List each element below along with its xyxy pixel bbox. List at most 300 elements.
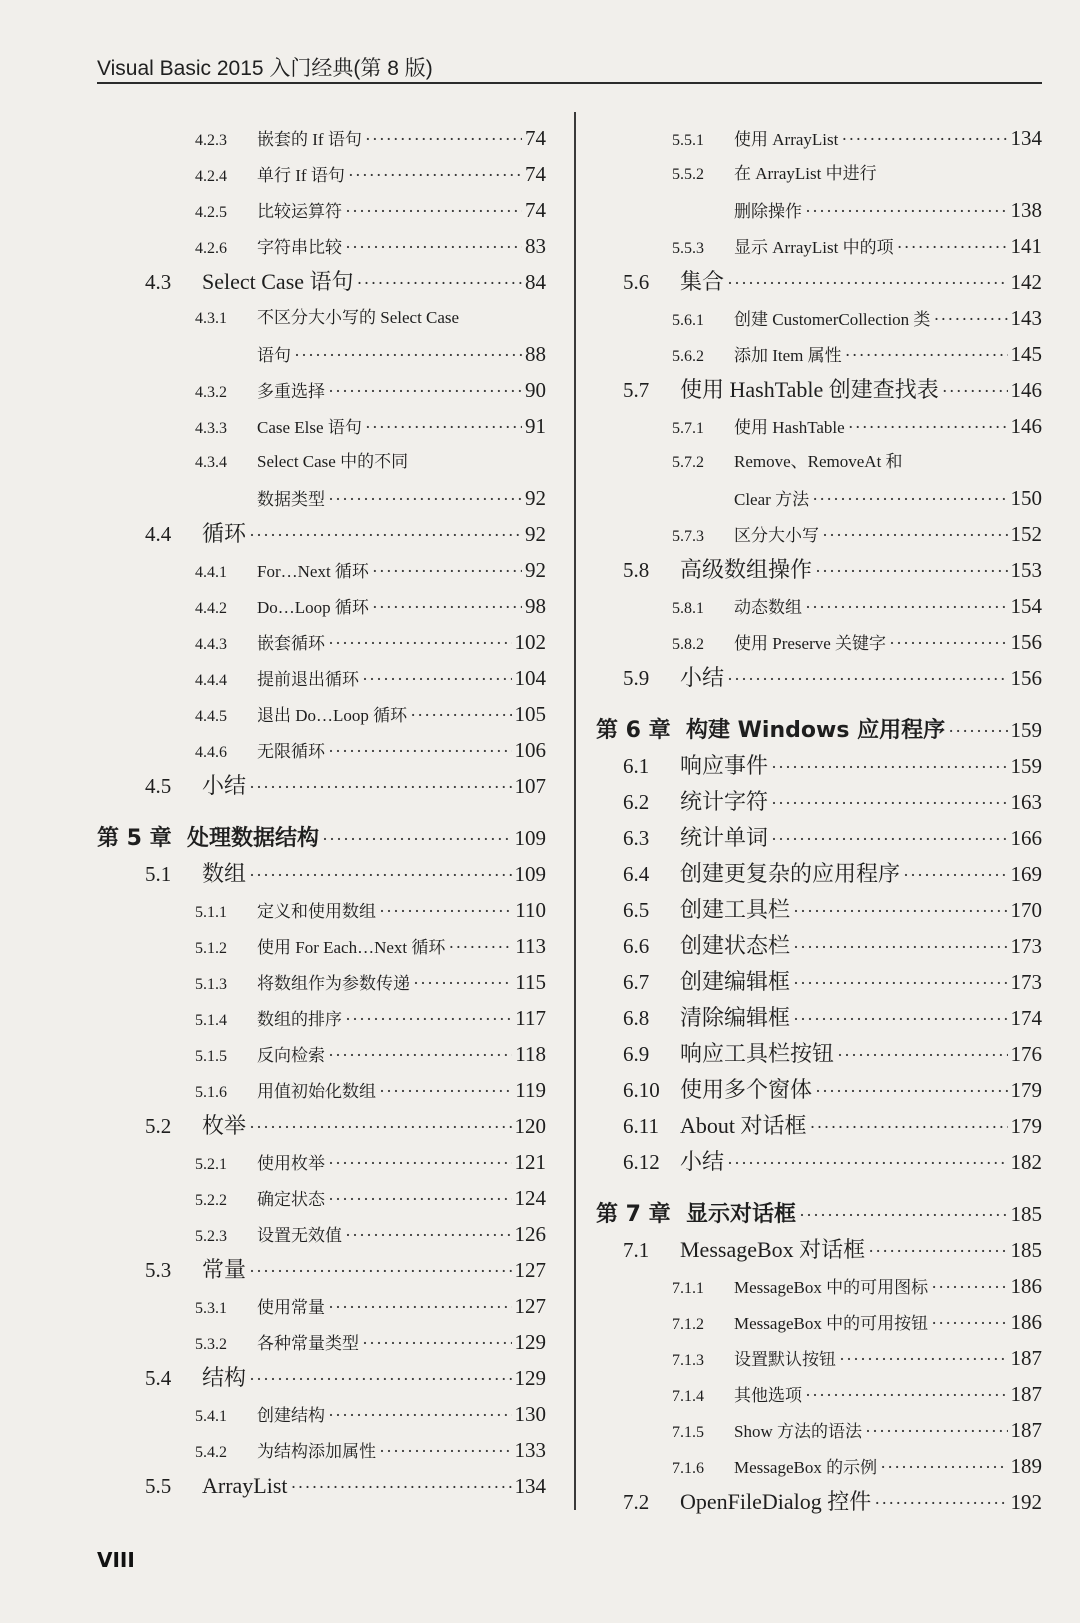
toc-section-title: 使用多个窗体 xyxy=(680,1077,813,1102)
dot-leader xyxy=(865,1413,1008,1449)
toc-section-title: 循环 xyxy=(202,521,247,546)
toc-section-number: 5.4 xyxy=(145,1366,172,1390)
toc-section-title: 在 ArrayList 中进行 xyxy=(734,164,877,183)
toc-section-number: 5.3.1 xyxy=(195,1300,227,1317)
toc-entry xyxy=(97,1072,546,1108)
dot-leader xyxy=(379,893,512,929)
toc-page-number: 92 xyxy=(525,486,546,510)
toc-page-number: 107 xyxy=(514,774,546,798)
toc-page-number: 145 xyxy=(1010,342,1042,366)
toc-section-number: 5.2.3 xyxy=(195,1228,227,1245)
dot-leader xyxy=(815,553,1007,589)
toc-section-title: 设置默认按钮 xyxy=(734,1350,836,1369)
dot-leader xyxy=(291,1469,512,1505)
toc-section-number: 5.8.1 xyxy=(672,600,704,617)
toc-section-title: 为结构添加属性 xyxy=(257,1442,376,1461)
toc-entry xyxy=(97,1252,546,1288)
toc-section-title: 设置无效值 xyxy=(257,1226,342,1245)
toc-entry xyxy=(596,856,1042,892)
toc-entry xyxy=(97,1216,546,1252)
toc-entry xyxy=(596,1448,1042,1484)
toc-section-number: 6.10 xyxy=(623,1078,660,1102)
toc-section-number: 5.6.1 xyxy=(672,312,704,329)
dot-leader xyxy=(372,589,522,625)
toc-page-number: 119 xyxy=(515,1078,546,1102)
dot-leader xyxy=(362,1325,512,1361)
dot-leader xyxy=(841,121,1007,157)
toc-entry xyxy=(596,1232,1042,1268)
dot-leader xyxy=(413,965,512,1001)
toc-section-number: 5.3 xyxy=(145,1258,172,1282)
toc-page-number: 143 xyxy=(1010,306,1042,330)
toc-section-number: 5.3.2 xyxy=(195,1336,227,1353)
toc-page-number: 133 xyxy=(514,1438,546,1462)
toc-section-title: MessageBox 中的可用按钮 xyxy=(734,1314,929,1333)
toc-section-number: 7.1.1 xyxy=(672,1280,704,1297)
toc-section-title: 删除操作 xyxy=(734,202,802,221)
toc-section-number: 5.6 xyxy=(623,270,650,294)
dot-leader xyxy=(889,625,1007,661)
toc-page-number: 186 xyxy=(1010,1310,1042,1334)
toc-section-number: 5.7.2 xyxy=(672,454,704,471)
dot-leader xyxy=(903,857,1007,893)
toc-section-title: 使用 HashTable xyxy=(734,418,845,437)
toc-page-number: 146 xyxy=(1010,378,1042,402)
toc-page-number: 185 xyxy=(1010,1238,1042,1262)
toc-section-number: 7.1.6 xyxy=(672,1460,704,1477)
toc-section-number: 第 5 章 xyxy=(97,826,172,851)
toc-section-title: 使用枚举 xyxy=(257,1154,325,1173)
dot-leader xyxy=(727,661,1007,697)
dot-leader xyxy=(345,1001,512,1037)
toc-section-number: 4.2.3 xyxy=(195,132,227,149)
toc-section-title: 数组 xyxy=(202,861,247,886)
dot-leader xyxy=(771,785,1007,821)
toc-page-number: 118 xyxy=(515,1042,546,1066)
toc-page-number: 91 xyxy=(525,414,546,438)
dot-leader xyxy=(294,337,522,373)
dot-leader xyxy=(874,1485,1007,1521)
toc-entry xyxy=(596,784,1042,820)
toc-section-title: 创建状态栏 xyxy=(680,933,791,958)
toc-section-title: 区分大小写 xyxy=(734,526,819,545)
toc-section-title: 显示对话框 xyxy=(686,1202,797,1227)
toc-section-title: 处理数据结构 xyxy=(187,826,320,851)
toc-page-number: 83 xyxy=(525,234,546,258)
dot-leader xyxy=(793,1001,1007,1037)
toc-section-title: 显示 ArrayList 中的项 xyxy=(734,238,894,257)
toc-page-number: 192 xyxy=(1010,1490,1042,1514)
toc-page-number: 88 xyxy=(525,342,546,366)
toc-entry xyxy=(97,892,546,928)
toc-entry xyxy=(97,928,546,964)
toc-right-column xyxy=(596,120,1042,1520)
toc-section-title: 小结 xyxy=(202,773,247,798)
toc-section-number: 7.2 xyxy=(623,1490,650,1514)
toc-section-number: 4.2.4 xyxy=(195,168,227,185)
toc-section-title: 结构 xyxy=(202,1365,247,1390)
toc-section-title: 确定状态 xyxy=(257,1190,325,1209)
dot-leader xyxy=(345,193,522,229)
toc-entry xyxy=(596,228,1042,264)
toc-section-title: 使用 For Each…Next 循环 xyxy=(257,938,446,957)
toc-section-number: 6.8 xyxy=(623,1006,650,1030)
toc-section-title: 单行 If 语句 xyxy=(257,166,345,185)
toc-page-number: 130 xyxy=(514,1402,546,1426)
toc-section-title: 其他选项 xyxy=(734,1386,802,1405)
toc-entry xyxy=(97,516,546,552)
toc-section-number: 5.6.2 xyxy=(672,348,704,365)
dot-leader xyxy=(805,1377,1008,1413)
toc-entry xyxy=(97,696,546,732)
toc-page-number: 127 xyxy=(514,1258,546,1282)
toc-page-number: 169 xyxy=(1010,862,1042,886)
toc-entry xyxy=(596,1000,1042,1036)
toc-section-title: 集合 xyxy=(680,269,725,294)
dot-leader xyxy=(931,1305,1007,1341)
dot-leader xyxy=(249,857,511,893)
toc-page-number: 127 xyxy=(514,1294,546,1318)
dot-leader xyxy=(328,1397,512,1433)
dot-leader xyxy=(822,517,1008,553)
toc-entry xyxy=(97,1288,546,1324)
dot-leader xyxy=(249,769,511,805)
toc-page-number: 105 xyxy=(514,702,546,726)
toc-section-number: 6.4 xyxy=(623,862,650,886)
dot-leader xyxy=(328,733,512,769)
toc-section-number: 6.6 xyxy=(623,934,650,958)
toc-entry xyxy=(97,1396,546,1432)
toc-page-number: 159 xyxy=(1010,718,1042,742)
dot-leader xyxy=(448,929,512,965)
toc-section-title: 创建更复杂的应用程序 xyxy=(680,861,901,886)
toc-page-number: 166 xyxy=(1010,826,1042,850)
toc-entry xyxy=(97,1468,546,1504)
toc-page-number: 176 xyxy=(1010,1042,1042,1066)
toc-entry xyxy=(596,660,1042,696)
toc-section-title: 使用 ArrayList xyxy=(734,130,839,149)
toc-section-title: 反向检索 xyxy=(257,1046,325,1065)
dot-leader xyxy=(880,1449,1007,1485)
toc-section-title: Select Case 中的不同 xyxy=(257,452,409,471)
toc-entry xyxy=(97,1324,546,1360)
toc-entry xyxy=(596,1108,1042,1144)
dot-leader xyxy=(948,713,1007,749)
dot-leader xyxy=(348,157,522,193)
dot-leader xyxy=(727,1145,1007,1181)
toc-section-number: 5.8 xyxy=(623,558,650,582)
toc-section-title: Clear 方法 xyxy=(734,490,810,509)
toc-page-number: 74 xyxy=(525,162,546,186)
dot-leader xyxy=(357,265,522,301)
toc-section-number: 6.2 xyxy=(623,790,650,814)
toc-section-number: 5.4.2 xyxy=(195,1444,227,1461)
toc-section-number: 7.1.4 xyxy=(672,1388,704,1405)
toc-page-number: 187 xyxy=(1010,1382,1042,1406)
toc-page-number: 74 xyxy=(525,126,546,150)
toc-section-title: 数据类型 xyxy=(257,490,325,509)
toc-entry xyxy=(596,336,1042,372)
toc-section-number: 5.5.3 xyxy=(672,240,704,257)
toc-page-number: 110 xyxy=(515,898,546,922)
toc-section-number: 4.3.2 xyxy=(195,384,227,401)
dot-leader xyxy=(379,1073,512,1109)
toc-section-number: 6.9 xyxy=(623,1042,650,1066)
toc-page-number: 120 xyxy=(514,1114,546,1138)
toc-entry xyxy=(596,264,1042,300)
toc-chapter-entry xyxy=(97,820,546,856)
toc-section-title: 枚举 xyxy=(202,1113,247,1138)
toc-section-number: 6.3 xyxy=(623,826,650,850)
dot-leader xyxy=(848,409,1008,445)
toc-page-number: 92 xyxy=(525,522,546,546)
toc-section-title: About 对话框 xyxy=(680,1113,807,1138)
toc-section-title: 数组的排序 xyxy=(257,1010,342,1029)
dot-leader xyxy=(328,481,522,517)
toc-page-number: 154 xyxy=(1010,594,1042,618)
toc-entry xyxy=(596,1484,1042,1520)
toc-entry xyxy=(97,1036,546,1072)
toc-page-number: 170 xyxy=(1010,898,1042,922)
toc-entry xyxy=(97,120,546,156)
toc-section-title: MessageBox 对话框 xyxy=(680,1237,866,1262)
dot-leader xyxy=(931,1269,1007,1305)
toc-page-number: 182 xyxy=(1010,1150,1042,1174)
toc-page-number: 163 xyxy=(1010,790,1042,814)
toc-page-number: 104 xyxy=(514,666,546,690)
dot-leader xyxy=(345,1217,512,1253)
toc-section-number: 6.1 xyxy=(623,754,650,778)
toc-entry xyxy=(97,480,546,516)
toc-page-number: 74 xyxy=(525,198,546,222)
dot-leader xyxy=(793,893,1007,929)
toc-page-number: 102 xyxy=(514,630,546,654)
toc-page-number: 187 xyxy=(1010,1418,1042,1442)
dot-leader xyxy=(815,1073,1007,1109)
dot-leader xyxy=(249,1109,511,1145)
toc-section-number: 第 7 章 xyxy=(596,1202,671,1227)
toc-section-title: ArrayList xyxy=(202,1473,288,1498)
dot-leader xyxy=(328,1145,512,1181)
toc-entry xyxy=(97,660,546,696)
toc-entry xyxy=(596,1412,1042,1448)
toc-entry xyxy=(97,444,546,480)
dot-leader xyxy=(249,1361,511,1397)
dot-leader xyxy=(362,661,512,697)
toc-section-title: MessageBox 中的可用图标 xyxy=(734,1278,929,1297)
toc-section-number: 5.5.2 xyxy=(672,166,704,183)
dot-leader xyxy=(837,1037,1007,1073)
toc-entry xyxy=(97,228,546,264)
toc-page-number: 121 xyxy=(514,1150,546,1174)
toc-entry xyxy=(97,1108,546,1144)
toc-section-title: 小结 xyxy=(680,1149,725,1174)
toc-section-number: 5.1.3 xyxy=(195,976,227,993)
toc-entry xyxy=(97,1180,546,1216)
dot-leader xyxy=(328,625,512,661)
toc-page-number: 146 xyxy=(1010,414,1042,438)
toc-entry xyxy=(596,408,1042,444)
toc-entry xyxy=(596,1340,1042,1376)
toc-entry xyxy=(596,1072,1042,1108)
toc-page-number: 150 xyxy=(1010,486,1042,510)
toc-page-number: 138 xyxy=(1010,198,1042,222)
toc-entry xyxy=(596,480,1042,516)
dot-leader xyxy=(771,821,1007,857)
toc-page-number: 129 xyxy=(514,1330,546,1354)
toc-section-number: 5.5 xyxy=(145,1474,172,1498)
dot-leader xyxy=(810,1109,1008,1145)
toc-entry xyxy=(596,748,1042,784)
toc-entry xyxy=(596,120,1042,156)
toc-section-title: 使用 Preserve 关键字 xyxy=(734,634,887,653)
toc-section-number: 4.4 xyxy=(145,522,172,546)
toc-section-number: 4.4.1 xyxy=(195,564,227,581)
dot-leader xyxy=(839,1341,1008,1377)
toc-entry xyxy=(596,1268,1042,1304)
toc-page-number: 159 xyxy=(1010,754,1042,778)
toc-section-title: 小结 xyxy=(680,665,725,690)
toc-page-number: 106 xyxy=(514,738,546,762)
toc-page-number: 179 xyxy=(1010,1114,1042,1138)
toc-page-number: 156 xyxy=(1010,666,1042,690)
toc-section-title: Select Case 语句 xyxy=(202,269,354,294)
toc-chapter-entry xyxy=(596,1196,1042,1232)
toc-section-title: Case Else 语句 xyxy=(257,418,362,437)
toc-page-number: 189 xyxy=(1010,1454,1042,1478)
toc-section-title: OpenFileDialog 控件 xyxy=(680,1489,872,1514)
toc-page-number: 186 xyxy=(1010,1274,1042,1298)
dot-leader xyxy=(372,553,522,589)
toc-page-number: 134 xyxy=(1010,126,1042,150)
toc-entry xyxy=(97,732,546,768)
toc-section-number: 4.2.6 xyxy=(195,240,227,257)
toc-section-title: 创建 CustomerCollection 类 xyxy=(734,310,931,329)
dot-leader xyxy=(379,1433,512,1469)
toc-page-number: 126 xyxy=(514,1222,546,1246)
dot-leader xyxy=(805,193,1008,229)
toc-section-number: 6.12 xyxy=(623,1150,660,1174)
dot-leader xyxy=(249,1253,511,1289)
toc-section-title: 统计单词 xyxy=(680,825,769,850)
toc-page-number: 115 xyxy=(515,970,546,994)
toc-section-number: 5.5.1 xyxy=(672,132,704,149)
toc-entry xyxy=(596,1144,1042,1180)
toc-section-number: 5.1.4 xyxy=(195,1012,227,1029)
toc-section-number: 4.3 xyxy=(145,270,172,294)
toc-page-number: 134 xyxy=(514,1474,546,1498)
toc-section-title: For…Next 循环 xyxy=(257,562,369,581)
toc-page-number: 109 xyxy=(514,826,546,850)
toc-section-title: 将数组作为参数传递 xyxy=(257,974,410,993)
toc-entry xyxy=(596,300,1042,336)
toc-section-number: 7.1 xyxy=(623,1238,650,1262)
toc-entry xyxy=(596,1376,1042,1412)
toc-section-number: 6.7 xyxy=(623,970,650,994)
dot-leader xyxy=(845,337,1008,373)
toc-page-number: 129 xyxy=(514,1366,546,1390)
toc-section-number: 4.3.3 xyxy=(195,420,227,437)
toc-entry xyxy=(97,856,546,892)
toc-entry xyxy=(596,516,1042,552)
toc-page-number: 92 xyxy=(525,558,546,582)
toc-entry xyxy=(596,1304,1042,1340)
toc-section-number: 第 6 章 xyxy=(596,718,671,743)
toc-section-number: 4.3.4 xyxy=(195,454,227,471)
header-rule xyxy=(97,82,1042,84)
toc-section-title: 统计字符 xyxy=(680,789,769,814)
toc-section-title: 比较运算符 xyxy=(257,202,342,221)
toc-page-number: 90 xyxy=(525,378,546,402)
toc-entry xyxy=(596,444,1042,480)
toc-entry xyxy=(97,624,546,660)
toc-page-number: 153 xyxy=(1010,558,1042,582)
dot-leader xyxy=(812,481,1007,517)
toc-entry xyxy=(596,624,1042,660)
toc-entry xyxy=(97,408,546,444)
toc-entry xyxy=(596,1036,1042,1072)
toc-section-number: 4.4.3 xyxy=(195,636,227,653)
toc-section-title: 使用 HashTable 创建查找表 xyxy=(680,377,939,402)
dot-leader xyxy=(328,373,522,409)
toc-section-number: 5.1.6 xyxy=(195,1084,227,1101)
toc-section-title: 字符串比较 xyxy=(257,238,342,257)
running-header: Visual Basic 2015 入门经典(第 8 版) xyxy=(97,57,433,80)
toc-section-number: 4.4.6 xyxy=(195,744,227,761)
toc-section-title: 常量 xyxy=(202,1257,247,1282)
toc-section-title: 嵌套的 If 语句 xyxy=(257,130,362,149)
toc-page-number: 124 xyxy=(514,1186,546,1210)
toc-section-number: 5.2.2 xyxy=(195,1192,227,1209)
toc-section-title: 动态数组 xyxy=(734,598,802,617)
dot-leader xyxy=(365,409,522,445)
toc-page-number: 173 xyxy=(1010,934,1042,958)
toc-section-title: 构建 Windows 应用程序 xyxy=(686,718,946,743)
toc-entry xyxy=(97,768,546,804)
toc-section-title: 清除编辑框 xyxy=(680,1005,791,1030)
toc-section-title: MessageBox 的示例 xyxy=(734,1458,878,1477)
toc-entry xyxy=(97,156,546,192)
toc-section-title: 退出 Do…Loop 循环 xyxy=(257,706,408,725)
toc-entry xyxy=(596,192,1042,228)
toc-section-title: 嵌套循环 xyxy=(257,634,325,653)
toc-section-title: 多重选择 xyxy=(257,382,325,401)
toc-section-title: 使用常量 xyxy=(257,1298,325,1317)
toc-section-number: 7.1.2 xyxy=(672,1316,704,1333)
toc-section-title: 响应工具栏按钮 xyxy=(680,1041,835,1066)
toc-section-title: 语句 xyxy=(257,346,291,365)
toc-section-title: 无限循环 xyxy=(257,742,325,761)
toc-section-title: 创建编辑框 xyxy=(680,969,791,994)
toc-entry xyxy=(596,588,1042,624)
column-divider xyxy=(574,112,576,1510)
toc-entry xyxy=(596,372,1042,408)
toc-section-number: 4.5 xyxy=(145,774,172,798)
dot-leader xyxy=(727,265,1007,301)
toc-page-number: 185 xyxy=(1010,1202,1042,1226)
toc-entry xyxy=(97,1000,546,1036)
toc-page-number: 179 xyxy=(1010,1078,1042,1102)
toc-section-number: 6.11 xyxy=(623,1114,659,1138)
dot-leader xyxy=(328,1037,512,1073)
toc-page-number: 173 xyxy=(1010,970,1042,994)
dot-leader xyxy=(322,821,511,857)
toc-entry xyxy=(97,300,546,336)
toc-entry xyxy=(596,964,1042,1000)
toc-page-number: 141 xyxy=(1010,234,1042,258)
toc-section-number: 4.4.4 xyxy=(195,672,227,689)
dot-leader xyxy=(328,1289,512,1325)
